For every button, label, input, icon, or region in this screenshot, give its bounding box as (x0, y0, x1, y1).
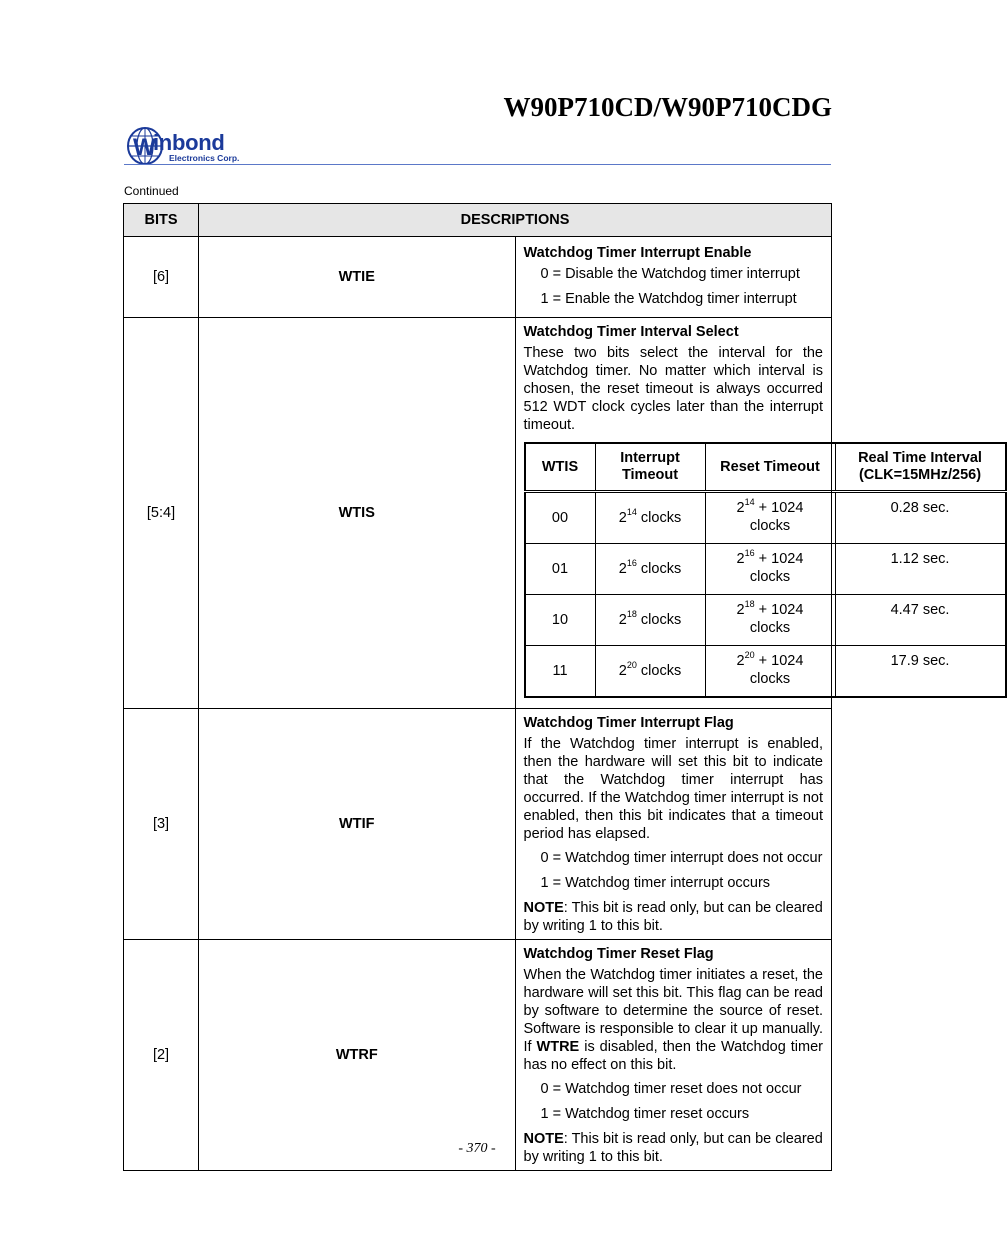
header-bits: BITS (124, 204, 199, 237)
table-header-row (124, 204, 832, 237)
bit-name: WTIE (199, 237, 516, 318)
real-time-interval: 0.28 sec. (835, 492, 1006, 544)
interrupt-timeout: $2^{18}$ clocks (595, 595, 705, 646)
desc-item: 1 = Enable the Watchdog timer interrupt (540, 291, 797, 307)
winbond-logo (127, 126, 257, 166)
interval-header-row (525, 443, 1006, 492)
document-title: W90P710CD/W90P710CDG (503, 92, 832, 122)
desc-item: 0 = Disable the Watchdog timer interrupt (540, 266, 800, 282)
desc-note: NOTE: This bit is read only, but can be cleared by writing 1 to this bit. (523, 1131, 823, 1165)
reset-timeout: $2^{14} + 1024$ clocks (705, 492, 835, 544)
interval-row (525, 646, 1006, 698)
register-table (123, 203, 982, 1171)
reset-timeout: $2^{18} + 1024$ clocks (705, 595, 835, 646)
interrupt-timeout: $2^{16}$ clocks (595, 544, 705, 595)
wtis-value: 00 (525, 492, 596, 544)
continued-label: Continued (124, 184, 179, 198)
desc-heading: Watchdog Timer Interrupt Flag (523, 715, 734, 731)
interrupt-timeout: $2^{20}$ clocks (595, 646, 705, 698)
table-row (124, 709, 832, 940)
bit-range: [6] (124, 237, 199, 318)
bit-name: WTIS (199, 318, 516, 709)
wtis-value: 11 (525, 646, 596, 698)
interrupt-timeout: $2^{14}$ clocks (595, 492, 705, 544)
wtis-value: 01 (525, 544, 596, 595)
interval-row (525, 595, 1006, 646)
page-number: - 370 - (458, 1141, 496, 1156)
wtis-value: 10 (525, 595, 596, 646)
bit-description (515, 940, 832, 1171)
header-descriptions: DESCRIPTIONS (199, 204, 832, 237)
bit-range: [2] (124, 940, 199, 1171)
logo-wordmark: inbond (153, 130, 225, 155)
reset-timeout: $2^{20} + 1024$ clocks (705, 646, 835, 698)
desc-item: 1 = Watchdog timer reset occurs (540, 1106, 750, 1122)
table-row (124, 940, 832, 1171)
reset-timeout: $2^{16} + 1024$ clocks (705, 544, 835, 595)
desc-heading: Watchdog Timer Interrupt Enable (523, 245, 752, 261)
desc-heading: Watchdog Timer Reset Flag (523, 946, 714, 962)
interval-header: Reset Timeout (705, 443, 835, 492)
bit-name: WTRF (199, 940, 516, 1171)
bit-description (515, 709, 832, 940)
bit-range: [3] (124, 709, 199, 940)
logo-initial: W (133, 134, 156, 161)
desc-note: NOTE: This bit is read only, but can be cleared by writing 1 to this bit. (523, 900, 823, 934)
real-time-interval: 4.47 sec. (835, 595, 1006, 646)
desc-item: 0 = Watchdog timer reset does not occur (540, 1081, 802, 1097)
interval-header: Real Time Interval (CLK=15MHz/256) (835, 443, 1006, 492)
desc-paragraph: When the Watchdog timer initiates a reset, the hardware will set this bit. This flag can be read by software to determine the source of reset. Software is responsible to clear it up manually. If WTRE is disabled, then the Watchdog timer has no effect on this bit. (523, 967, 823, 1073)
desc-paragraph: These two bits select the interval for the Watchdog timer. No matter which interval is chosen, the reset timeout is always occurred 512 WDT clock cycles later than the interrupt timeout. (523, 345, 823, 433)
header-rule (124, 164, 831, 165)
bit-name: WTIF (199, 709, 516, 940)
table-row (124, 237, 832, 318)
bit-range: [5:4] (124, 318, 199, 709)
interval-table (524, 442, 1007, 698)
table-row (124, 318, 832, 709)
real-time-interval: 1.12 sec. (835, 544, 1006, 595)
desc-item: 1 = Watchdog timer interrupt occurs (540, 875, 771, 891)
interval-row (525, 544, 1006, 595)
desc-heading: Watchdog Timer Interval Select (523, 324, 739, 340)
real-time-interval: 17.9 sec. (835, 646, 1006, 698)
bit-description (515, 318, 982, 709)
interval-header: Interrupt Timeout (595, 443, 705, 492)
desc-paragraph: If the Watchdog timer interrupt is enabled, then the hardware will set this bit to indicate that the Watchdog timer interrupt has occurred. If the Watchdog timer interrupt is not enabled, then this bit indicates that a timeout period has elapsed. (523, 736, 823, 842)
bit-description (515, 237, 832, 318)
interval-header: WTIS (525, 443, 596, 492)
interval-row (525, 492, 1006, 544)
desc-item: 0 = Watchdog timer interrupt does not occur (540, 850, 823, 866)
logo-subtitle: Electronics Corp. (169, 153, 240, 163)
